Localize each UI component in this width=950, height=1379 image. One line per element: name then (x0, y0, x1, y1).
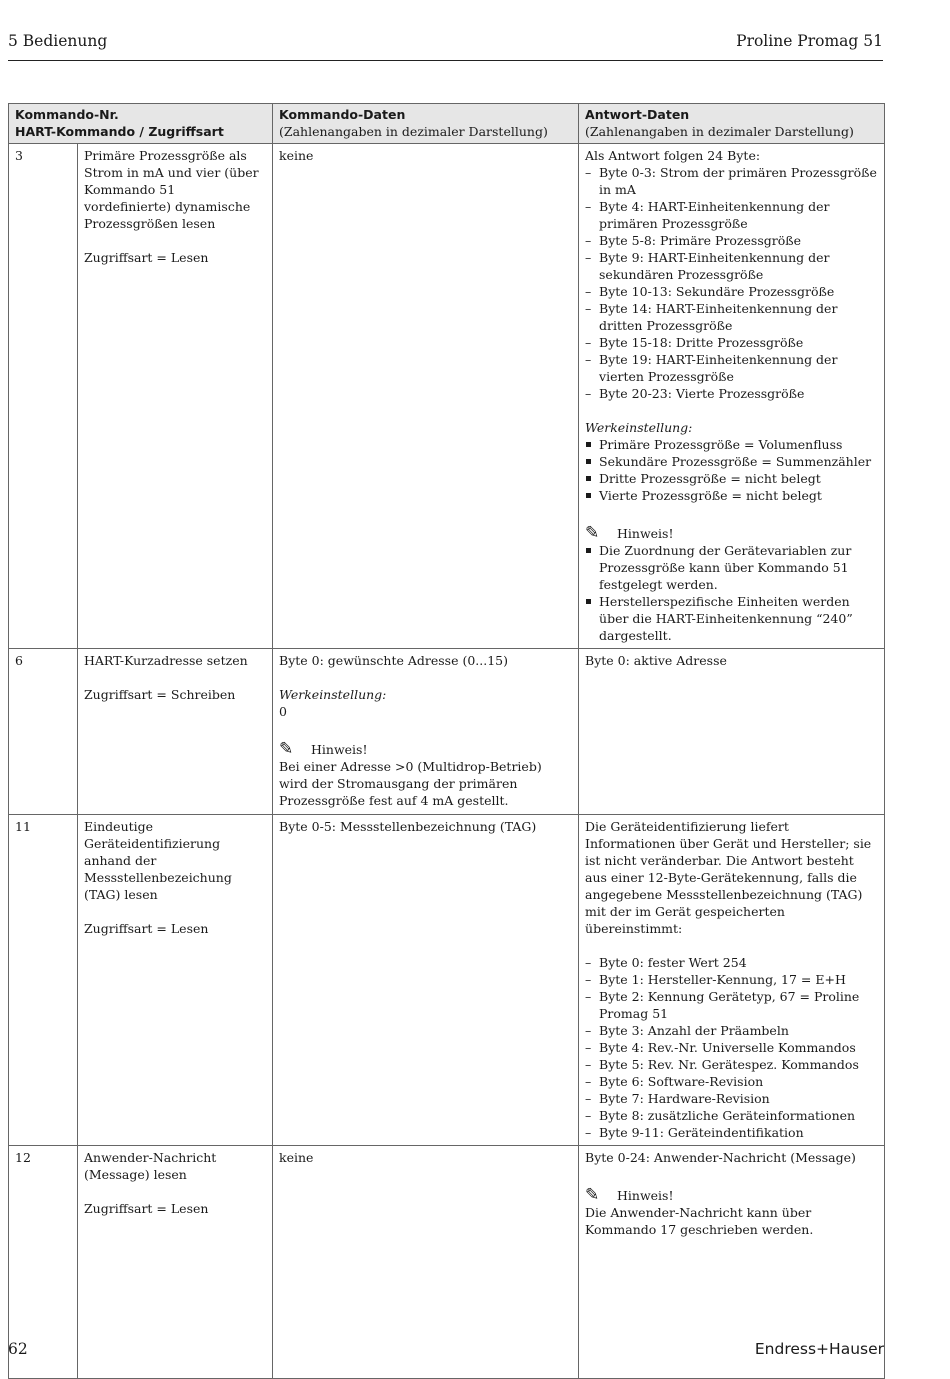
header-command-no: Kommando-Nr. HART-Kommando / Zugriffsart (9, 104, 273, 144)
factory-setting-label: Werkeinstellung: (585, 420, 693, 435)
list-item: – Byte 6: Software-Revision (585, 1073, 878, 1090)
table-header-row (9, 104, 885, 144)
header-command-data: Kommando-Daten (Zahlenangaben in dezimaler Darstellung) (273, 104, 579, 144)
table-row (9, 1146, 885, 1379)
page-number: 62 (8, 1340, 28, 1358)
list-item: – Byte 19: HART-Einheitenkennung der vierten Prozessgröße (585, 351, 878, 385)
header-response-data: Antwort-Daten (Zahlenangaben in dezimaler Darstellung) (579, 104, 885, 144)
command-data: Byte 0-5: Messstellenbezeichnung (TAG) (273, 815, 579, 1146)
list-item: – Byte 9-11: Geräteindentifikation (585, 1124, 878, 1141)
list-item: – Byte 20-23: Vierte Prozessgröße (585, 385, 878, 402)
product-name: Proline Promag 51 (736, 32, 883, 50)
command-number: 6 (9, 649, 78, 815)
note-heading: ✎ Hinweis! (585, 523, 674, 543)
response-byte-list (585, 954, 878, 1141)
list-item: – Byte 3: Anzahl der Präambeln (585, 1022, 878, 1039)
response-data: Als Antwort folgen 24 Byte: – Byte 0-3: Strom der primären Prozessgröße in mA – Byte 4: HART-Einheitenkennung der primären Prozessgröße – Byte 5-8: Primäre Prozessgröße – Byte 9: HART-Einheitenkennung der sekundären Prozessgröße – Byte 10-13: Sekundäre Prozessgröße – Byte 14: HART-Einheitenkennung der dritten Prozessgröße – Byte 15-18: Dritte Prozessgröße – Byte 19: HART-Einheitenkennung der vierten Prozessgröße – Byte 20-23: Vierte Prozessgröße Werkeinstellung: Primäre Prozessgröße = Volumenfluss Sekundäre Prozessgröße = Summenzähler Dritte Prozessgröße = nicht belegt Vierte Prozessgröße = nicht belegt ✎ Hinweis! Die Zuordnung der Gerätevariablen zur Prozessgröße kann über Kommando 51 festgelegt werden. Herstellerspezifische Einheiten werden über die HART-Einheitenkennung “240” dargestellt. (579, 144, 885, 649)
response-byte-list (585, 164, 878, 402)
list-item: – Byte 2: Kennung Gerätetyp, 67 = Proline Promag 51 (585, 988, 878, 1022)
note-list (585, 542, 878, 644)
list-item: – Byte 4: Rev.-Nr. Universelle Kommandos (585, 1039, 878, 1056)
pencil-icon: ✎ (279, 739, 294, 759)
list-item: – Byte 7: Hardware-Revision (585, 1090, 878, 1107)
factory-setting-label: Werkeinstellung: (279, 687, 387, 702)
list-item: Vierte Prozessgröße = nicht belegt (585, 487, 878, 504)
list-item: – Byte 8: zusätzliche Geräteinformationen (585, 1107, 878, 1124)
brand-logo-text: Endress+Hauser (754, 1340, 884, 1358)
pencil-icon: ✎ (585, 523, 600, 543)
command-description: HART-Kurzadresse setzen Zugriffsart = Schreiben (78, 649, 273, 815)
factory-setting-value: 0 (279, 704, 287, 719)
response-data: Byte 0-24: Anwender-Nachricht (Message) ✎ Hinweis! Die Anwender-Nachricht kann über Kommando 17 geschrieben werden. (579, 1146, 885, 1379)
list-item: – Byte 1: Hersteller-Kennung, 17 = E+H (585, 971, 878, 988)
access-mode: Zugriffsart = Lesen (84, 250, 209, 265)
list-item: – Byte 0: fester Wert 254 (585, 954, 878, 971)
list-item: – Byte 14: HART-Einheitenkennung der dritten Prozessgröße (585, 300, 878, 334)
note-heading: ✎ Hinweis! (585, 1185, 674, 1205)
list-item: Dritte Prozessgröße = nicht belegt (585, 470, 878, 487)
command-data: Byte 0: gewünschte Adresse (0...15) Werkeinstellung: 0 ✎ Hinweis! Bei einer Adresse >0 (Multidrop-Betrieb) wird der Stromausgang der primären Prozessgröße fest auf 4 mA gestellt. (273, 649, 579, 815)
hart-command-table (8, 103, 885, 1379)
response-data: Byte 0: aktive Adresse (579, 649, 885, 815)
command-number: 3 (9, 144, 78, 649)
note-text: Bei einer Adresse >0 (Multidrop-Betrieb) wird der Stromausgang der primären Prozessgröße fest auf 4 mA gestellt. (279, 759, 542, 808)
command-description: Eindeutige Geräteidentifizierung anhand der Messstellenbezeichung (TAG) lesen Zugriffsart = Lesen (78, 815, 273, 1146)
note-heading: ✎ Hinweis! (279, 739, 368, 759)
pencil-icon: ✎ (585, 1185, 600, 1205)
page-header (8, 32, 883, 61)
list-item: Sekundäre Prozessgröße = Summenzähler (585, 453, 878, 470)
table-row (9, 815, 885, 1146)
list-item: – Byte 15-18: Dritte Prozessgröße (585, 334, 878, 351)
command-number: 12 (9, 1146, 78, 1379)
command-data: keine (273, 144, 579, 649)
command-description: Anwender-Nachricht (Message) lesen Zugriffsart = Lesen (78, 1146, 273, 1379)
list-item: – Byte 5: Rev. Nr. Gerätespez. Kommandos (585, 1056, 878, 1073)
command-number: 11 (9, 815, 78, 1146)
list-item: – Byte 4: HART-Einheitenkennung der primären Prozessgröße (585, 198, 878, 232)
list-item: – Byte 5-8: Primäre Prozessgröße (585, 232, 878, 249)
list-item: – Byte 10-13: Sekundäre Prozessgröße (585, 283, 878, 300)
list-item: Primäre Prozessgröße = Volumenfluss (585, 436, 878, 453)
list-item: – Byte 9: HART-Einheitenkennung der sekundären Prozessgröße (585, 249, 878, 283)
list-item: Herstellerspezifische Einheiten werden über die HART-Einheitenkennung “240” dargestellt. (585, 593, 878, 644)
list-item: – Byte 0-3: Strom der primären Prozessgröße in mA (585, 164, 878, 198)
access-mode: Zugriffsart = Lesen (84, 921, 209, 936)
factory-setting-list (585, 436, 878, 504)
access-mode: Zugriffsart = Lesen (84, 1201, 209, 1216)
table-row (9, 649, 885, 815)
section-title: 5 Bedienung (8, 32, 108, 50)
access-mode: Zugriffsart = Schreiben (84, 687, 236, 702)
response-data: Die Geräteidentifizierung liefert Informationen über Gerät und Hersteller; sie ist nicht veränderbar. Die Antwort besteht aus einer 12-Byte-Gerätekennung, falls die angegebene Messstellenbezeichnung (TAG) mit der im Gerät gespeicherten übereinstimmt: – Byte 0: fester Wert 254 – Byte 1: Hersteller-Kennung, 17 = E+H – Byte 2: Kennung Gerätetyp, 67 = Proline Promag 51 – Byte 3: Anzahl der Präambeln – Byte 4: Rev.-Nr. Universelle Kommandos – Byte 5: Rev. Nr. Gerätespez. Kommandos – Byte 6: Software-Revision – Byte 7: Hardware-Revision – Byte 8: zusätzliche Geräteinformationen – Byte 9-11: Geräteindentifikation (579, 815, 885, 1146)
command-description: Primäre Prozessgröße als Strom in mA und vier (über Kommando 51 vordefinierte) dynamische Prozessgrößen lesen Zugriffsart = Lesen (78, 144, 273, 649)
list-item: Die Zuordnung der Gerätevariablen zur Prozessgröße kann über Kommando 51 festgelegt werden. (585, 542, 878, 593)
command-data: keine (273, 1146, 579, 1379)
note-text: Die Anwender-Nachricht kann über Kommando 17 geschrieben werden. (585, 1205, 814, 1237)
table-row (9, 144, 885, 649)
